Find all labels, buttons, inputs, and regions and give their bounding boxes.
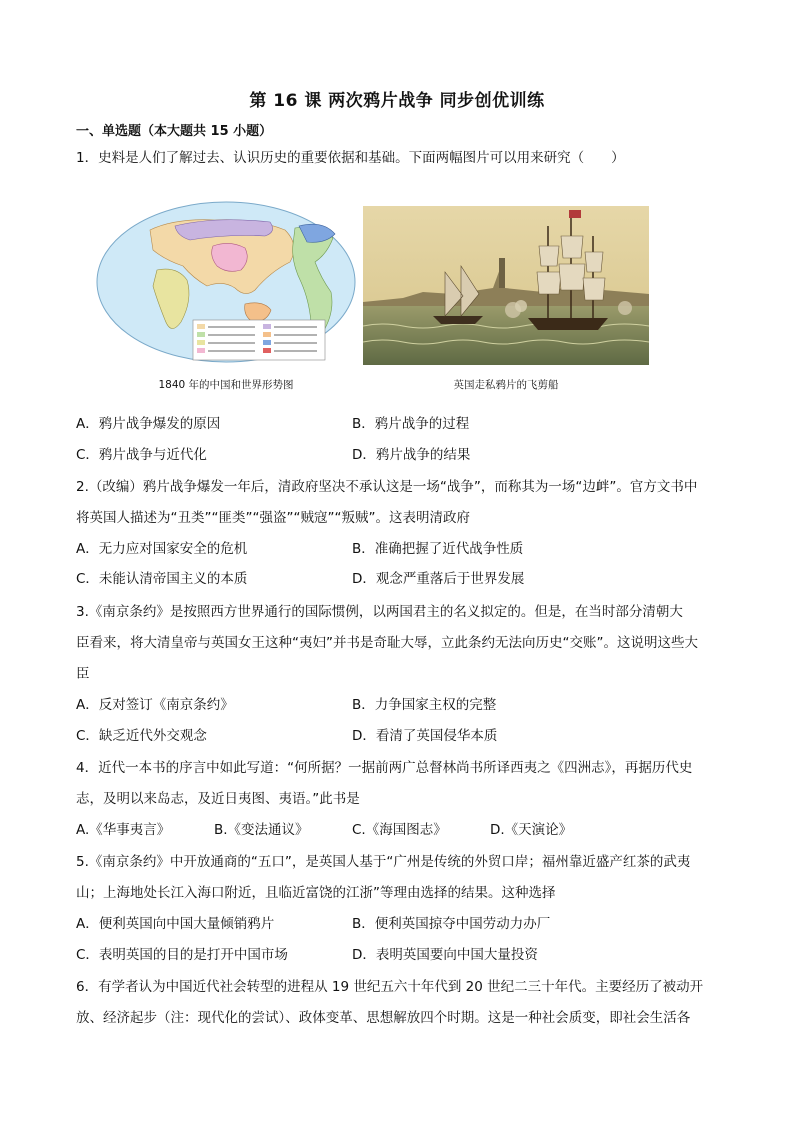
question-4-stem-line-1: 4．近代一本书的序言中如此写道：“何所据？一据前两广总督林尚书所译西夷之《四洲志》，再据历代史 bbox=[76, 760, 693, 776]
q1-option-d[interactable]: D．鸦片战争的结果 bbox=[352, 447, 471, 463]
figure-1-caption: 1840 年的中国和世界形势图 bbox=[158, 379, 294, 391]
figure-2-caption: 英国走私鸦片的飞剪船 bbox=[453, 379, 559, 391]
question-2-stem-line-2: 将英国人描述为“丑类”“匪类”“强盗”“贼寇”“叛贼”。这表明清政府 bbox=[76, 510, 470, 526]
q1-option-a[interactable]: A．鸦片战争爆发的原因 bbox=[76, 416, 221, 432]
question-1-stem: 1．史料是人们了解过去、认识历史的重要依据和基础。下面两幅图片可以用来研究（ ） bbox=[76, 150, 625, 166]
q3-option-b[interactable]: B．力争国家主权的完整 bbox=[352, 697, 497, 713]
q5-option-a[interactable]: A．便利英国向中国大量倾销鸦片 bbox=[76, 916, 275, 932]
q3-option-a[interactable]: A．反对签订《南京条约》 bbox=[76, 697, 234, 713]
q4-option-c[interactable]: C.《海国图志》 bbox=[352, 822, 447, 838]
q2-option-a[interactable]: A．无力应对国家安全的危机 bbox=[76, 541, 248, 557]
question-3-stem-line-1: 3.《南京条约》是按照西方世界通行的国际惯例，以两国君主的名义拟定的。但是，在当时部分清朝大 bbox=[76, 604, 683, 620]
q2-option-b[interactable]: B．准确把握了近代战争性质 bbox=[352, 541, 524, 557]
q3-option-d[interactable]: D．看清了英国侵华本质 bbox=[352, 728, 498, 744]
q1-option-c[interactable]: C．鸦片战争与近代化 bbox=[76, 447, 207, 463]
question-2-stem-line-1: 2.（改编）鸦片战争爆发一年后，清政府坚决不承认这是一场“战争”，而称其为一场“边衅”。官方文书中 bbox=[76, 479, 698, 495]
q4-option-a[interactable]: A.《华事夷言》 bbox=[76, 822, 171, 838]
question-3-stem-line-2: 臣看来，将大清皇帝与英国女王这种“夷妇”并书是奇耻大辱，立此条约无法向历史“交账”。这说明这些大 bbox=[76, 635, 698, 651]
q2-option-d[interactable]: D．观念严重落后于世界发展 bbox=[352, 571, 525, 587]
page-title: 第 16 课 两次鸦片战争 同步创优训练 bbox=[249, 91, 545, 111]
section-heading: 一、单选题（本大题共 15 小题） bbox=[76, 124, 273, 139]
q5-option-b[interactable]: B．便利英国掠夺中国劳动力办厂 bbox=[352, 916, 551, 932]
sailing-ship-painting bbox=[363, 206, 649, 365]
question-5-stem-line-1: 5.《南京条约》中开放通商的“五口”，是英国人基于“广州是传统的外贸口岸；福州靠近盛产红茶的武夷 bbox=[76, 854, 691, 870]
q4-option-b[interactable]: B.《变法通议》 bbox=[214, 822, 309, 838]
question-5-stem-line-2: 山；上海地处长江入海口附近，且临近富饶的江浙”等理由选择的结果。这种选择 bbox=[76, 885, 556, 901]
question-6-stem-line-2: 放、经济起步（注：现代化的尝试）、政体变革、思想解放四个时期。这是一种社会质变，即社会生活各 bbox=[76, 1010, 691, 1026]
q3-option-c[interactable]: C．缺乏近代外交观念 bbox=[76, 728, 207, 744]
question-6-stem-line-1: 6．有学者认为中国近代社会转型的进程从 19 世纪五六十年代到 20 世纪二三十年代。主要经历了被动开 bbox=[76, 979, 704, 995]
question-4-stem-line-2: 志，及明以来岛志，及近日夷图、夷语。”此书是 bbox=[76, 791, 360, 807]
q5-option-d[interactable]: D．表明英国要向中国大量投资 bbox=[352, 947, 538, 963]
q1-option-b[interactable]: B．鸦片战争的过程 bbox=[352, 416, 470, 432]
q2-option-c[interactable]: C．未能认清帝国主义的本质 bbox=[76, 571, 248, 587]
question-3-stem-line-3: 臣 bbox=[76, 666, 90, 682]
q5-option-c[interactable]: C．表明英国的目的是打开中国市场 bbox=[76, 947, 288, 963]
q4-option-d[interactable]: D.《天演论》 bbox=[490, 822, 573, 838]
world-map-image bbox=[95, 200, 357, 364]
